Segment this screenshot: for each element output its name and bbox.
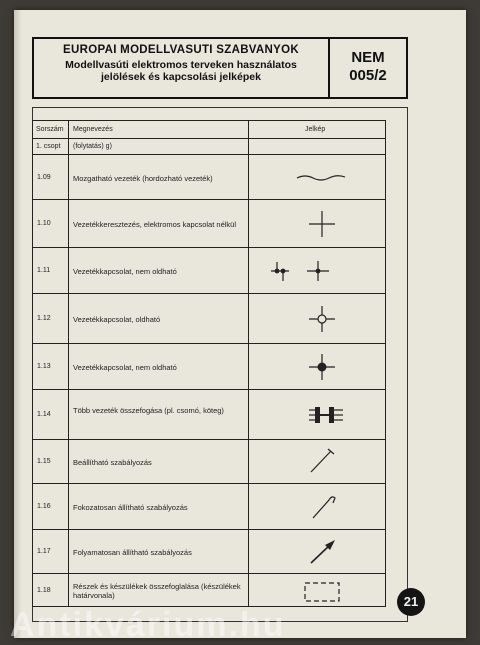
wave-line-icon: [249, 155, 385, 199]
row-number: 1.17: [37, 548, 51, 555]
bundle-icon: [249, 390, 385, 439]
table-row: [33, 294, 385, 344]
filled-junction-icon: [249, 344, 385, 389]
row-name: Vezetékkeresztezés, elektromos kapcsolat nélkül: [73, 220, 236, 229]
table-row: [33, 530, 385, 574]
group-name: (folytatás) g): [73, 143, 112, 150]
table-row: [33, 390, 385, 440]
page-number-badge: 21: [397, 588, 425, 616]
table-row: [33, 574, 385, 608]
row-number: 1.14: [37, 411, 51, 418]
standard-code: [330, 39, 406, 97]
col-symbol-header: Jelkép: [305, 126, 326, 133]
row-name: Folyamatosan állítható szabályozás: [73, 548, 192, 557]
watermark: Antikvárium.hu: [10, 606, 286, 644]
row-number: 1.10: [37, 220, 51, 227]
col-num-header: Sorszám: [36, 126, 64, 133]
header-line2: Modellvasúti elektromos terveken használatos: [65, 59, 297, 71]
standard-header: [32, 37, 408, 99]
row-name: Beállítható szabályozás: [73, 458, 152, 467]
dashed-box-icon: [249, 574, 385, 608]
junction-dots-icon: [249, 248, 385, 293]
row-name: Vezetékkapcsolat, nem oldható: [73, 267, 177, 276]
table-row: [33, 248, 385, 294]
cross-icon: [249, 200, 385, 247]
continuous-adjust-icon: [249, 530, 385, 573]
row-number: 1.16: [37, 503, 51, 510]
header-line1: EUROPAI MODELLVASUTI SZABVANYOK: [63, 44, 299, 56]
header-line3: jelölések és kapcsolási jelképek: [101, 71, 261, 83]
stepped-adjust-icon: [249, 484, 385, 529]
row-number: 1.12: [37, 315, 51, 322]
row-name: Több vezeték összefogása (pl. csomó, köteg): [73, 406, 224, 415]
row-name: Részek és készülékek összefoglalása (készülékek határvonala): [73, 582, 241, 600]
open-junction-icon: [249, 294, 385, 343]
table-row: [33, 484, 385, 530]
table-group-row: [33, 139, 385, 155]
table-row: [33, 440, 385, 484]
row-number: 1.11: [37, 267, 51, 274]
table-header-row: [33, 121, 385, 139]
row-number: 1.13: [37, 363, 51, 370]
table-row: [33, 344, 385, 390]
row-number: 1.09: [37, 174, 51, 181]
adjustable-icon: [249, 440, 385, 483]
symbols-table: [32, 120, 386, 607]
code-line2: 005/2: [349, 67, 387, 84]
book-page: [14, 10, 466, 638]
table-row: [33, 155, 385, 200]
table-row: [33, 200, 385, 248]
group-num: 1. csopt: [36, 143, 61, 150]
row-name: Vezetékkapcsolat, nem oldható: [73, 363, 177, 372]
page-spine: [14, 10, 22, 638]
row-name: Mozgatható vezeték (hordozható vezeték): [73, 174, 213, 183]
code-line1: NEM: [351, 49, 385, 66]
col-name-header: Megnevezés: [73, 126, 113, 133]
row-number: 1.15: [37, 458, 51, 465]
header-title: [34, 39, 330, 97]
row-number: 1.18: [37, 587, 51, 594]
row-name: Vezetékkapcsolat, oldható: [73, 315, 161, 324]
row-name: Fokozatosan állítható szabályozás: [73, 503, 188, 512]
